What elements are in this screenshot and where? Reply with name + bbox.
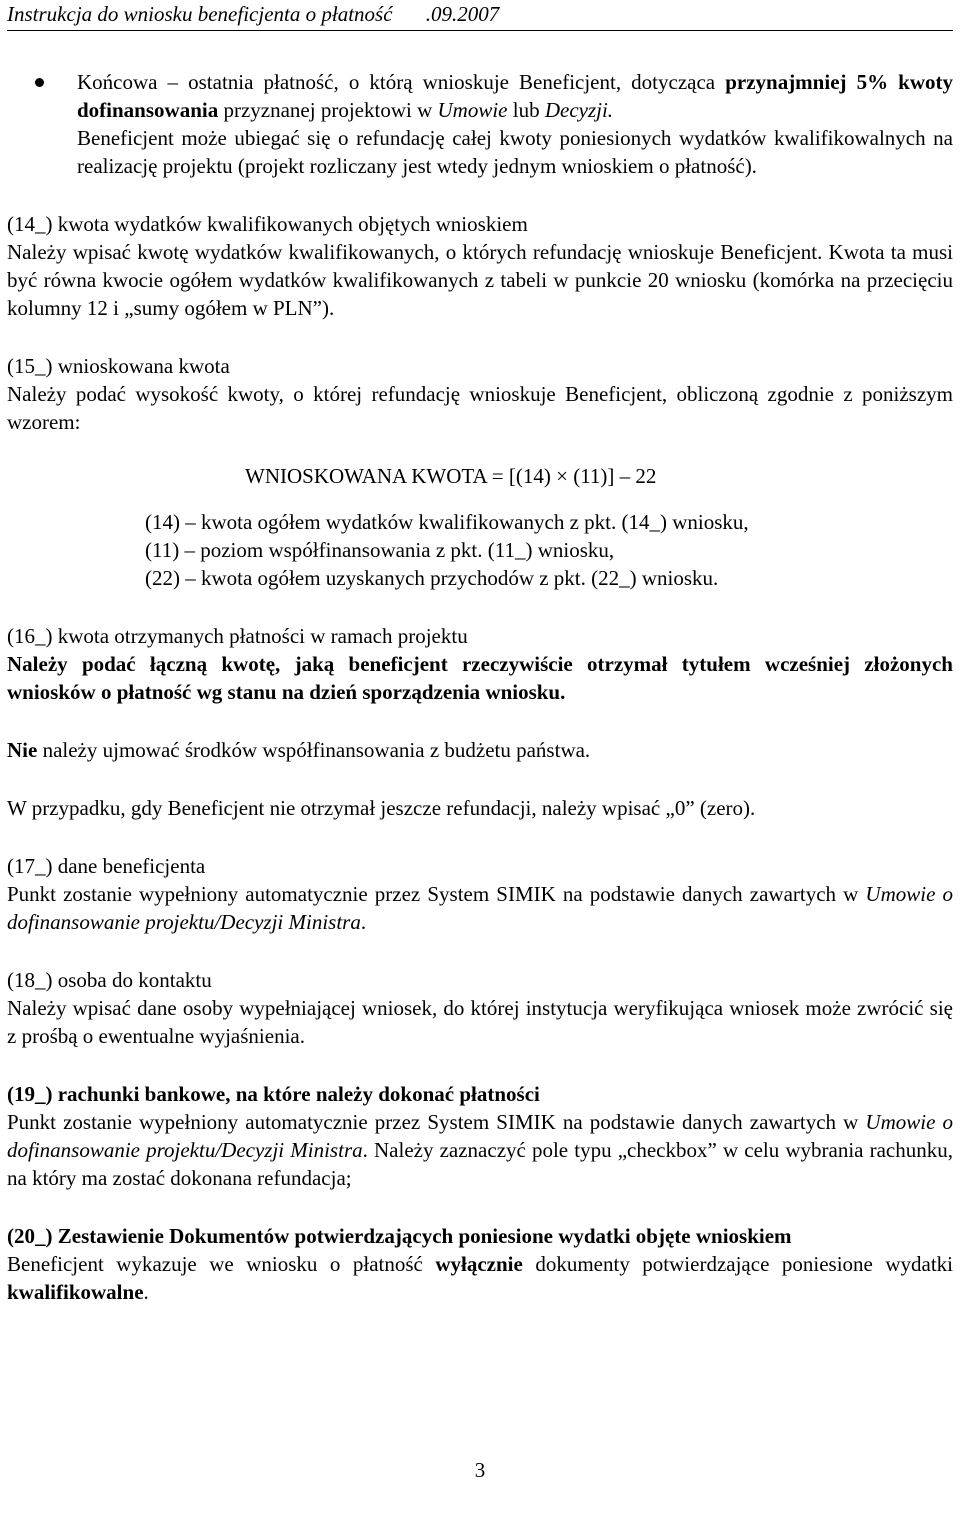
nie-paragraph: Nie należy ujmować środków współfinansowania z budżetu państwa. xyxy=(7,738,591,762)
bullet-paragraph-1: Końcowa – ostatnia płatność, o którą wnioskuje Beneficjent, dotycząca przynajmniej 5% kwoty dofinansowania przyznanej projektowi w Umowie lub Decyzji. xyxy=(77,70,953,122)
section-16 xyxy=(7,622,953,822)
section-body: Należy podać wysokość kwoty, o której refundację wnioskuje Beneficjent, obliczoną zgodnie z poniższym wzorem: xyxy=(7,382,953,434)
formula: WNIOSKOWANA KWOTA = [(14) × (11)] – 22 xyxy=(245,464,657,488)
legend-item: (14) – kwota ogółem wydatków kwalifikowanych z pkt. (14_) wniosku, xyxy=(145,510,749,534)
section-18 xyxy=(7,966,953,1050)
document-body xyxy=(7,68,953,1306)
section-body: Należy wpisać dane osoby wypełniającej wniosek, do której instytucja weryfikująca wniosek może zwrócić się z prośbą o ewentualne wyjaśnienia. xyxy=(7,996,953,1048)
section-15 xyxy=(7,352,953,592)
bullet-paragraph-2: Beneficjent może ubiegać się o refundację całej kwoty poniesionych wydatków kwalifikowalnych na realizację projektu (projekt rozliczany jest wtedy jednym wnioskiem o płatność). xyxy=(77,126,953,178)
section-body: Beneficjent wykazuje we wniosku o płatność wyłącznie dokumenty potwierdzające poniesione wydatki kwalifikowalne. xyxy=(7,1252,954,1304)
section-body: Punkt zostanie wypełniony automatycznie przez System SIMIK na podstawie danych zawartych w Umowie o dofinansowanie projektu/Decyzji Ministra. Należy zaznaczyć pole typu „checkbox” w celu wybrania rachunku, na który ma zostać dokonana refundacja; xyxy=(7,1110,954,1190)
section-heading: (17_) dane beneficjenta xyxy=(7,854,206,878)
section-heading: (18_) osoba do kontaktu xyxy=(7,968,212,992)
legend-item: (22) – kwota ogółem uzyskanych przychodów z pkt. (22_) wniosku. xyxy=(145,566,719,590)
section-body: Punkt zostanie wypełniony automatycznie przez System SIMIK na podstawie danych zawartych w Umowie o dofinansowanie projektu/Decyzji Ministra. xyxy=(7,882,953,934)
section-17 xyxy=(7,852,953,936)
section-20 xyxy=(7,1222,953,1306)
bullet-bold: przynajmniej 5% kwoty dofinansowania xyxy=(77,70,953,122)
header-date: .09.2007 xyxy=(425,2,500,26)
zero-paragraph: W przypadku, gdy Beneficjent nie otrzymał jeszcze refundacji, należy wpisać „0” (zero). xyxy=(7,796,756,820)
header-title: Instrukcja do wniosku beneficjenta o płatność xyxy=(7,2,393,26)
section-heading: (14_) kwota wydatków kwalifikowanych objętych wnioskiem xyxy=(7,212,528,236)
section-heading: (15_) wnioskowana kwota xyxy=(7,354,230,378)
legend-item: (11) – poziom współfinansowania z pkt. (11_) wniosku, xyxy=(145,538,615,562)
page-header xyxy=(7,0,953,31)
section-heading: (16_) kwota otrzymanych płatności w ramach projektu xyxy=(7,624,468,648)
section-14 xyxy=(7,210,953,322)
section-heading: (20_) Zestawienie Dokumentów potwierdzających poniesione wydatki objęte wnioskiem xyxy=(7,1224,792,1248)
bullet-icon xyxy=(35,78,44,87)
bullet-item xyxy=(7,68,953,180)
section-heading: (19_) rachunki bankowe, na które należy dokonać płatności xyxy=(7,1082,540,1106)
section-19 xyxy=(7,1080,953,1192)
page-number: 3 xyxy=(474,1458,486,1482)
section-bold-body: Należy podać łączną kwotę, jaką beneficjent rzeczywiście otrzymał tytułem wcześniej złożonych wniosków o płatność wg stanu na dzień sporządzenia wniosku. xyxy=(7,652,953,704)
section-body: Należy wpisać kwotę wydatków kwalifikowanych, o których refundację wnioskuje Beneficjent. Kwota ta musi być równa kwocie ogółem wydatków kwalifikowanych z tabeli w punkcie 20 wniosku (komórka na przecięciu kolumny 12 i „sumy ogółem w PLN”). xyxy=(7,240,953,320)
